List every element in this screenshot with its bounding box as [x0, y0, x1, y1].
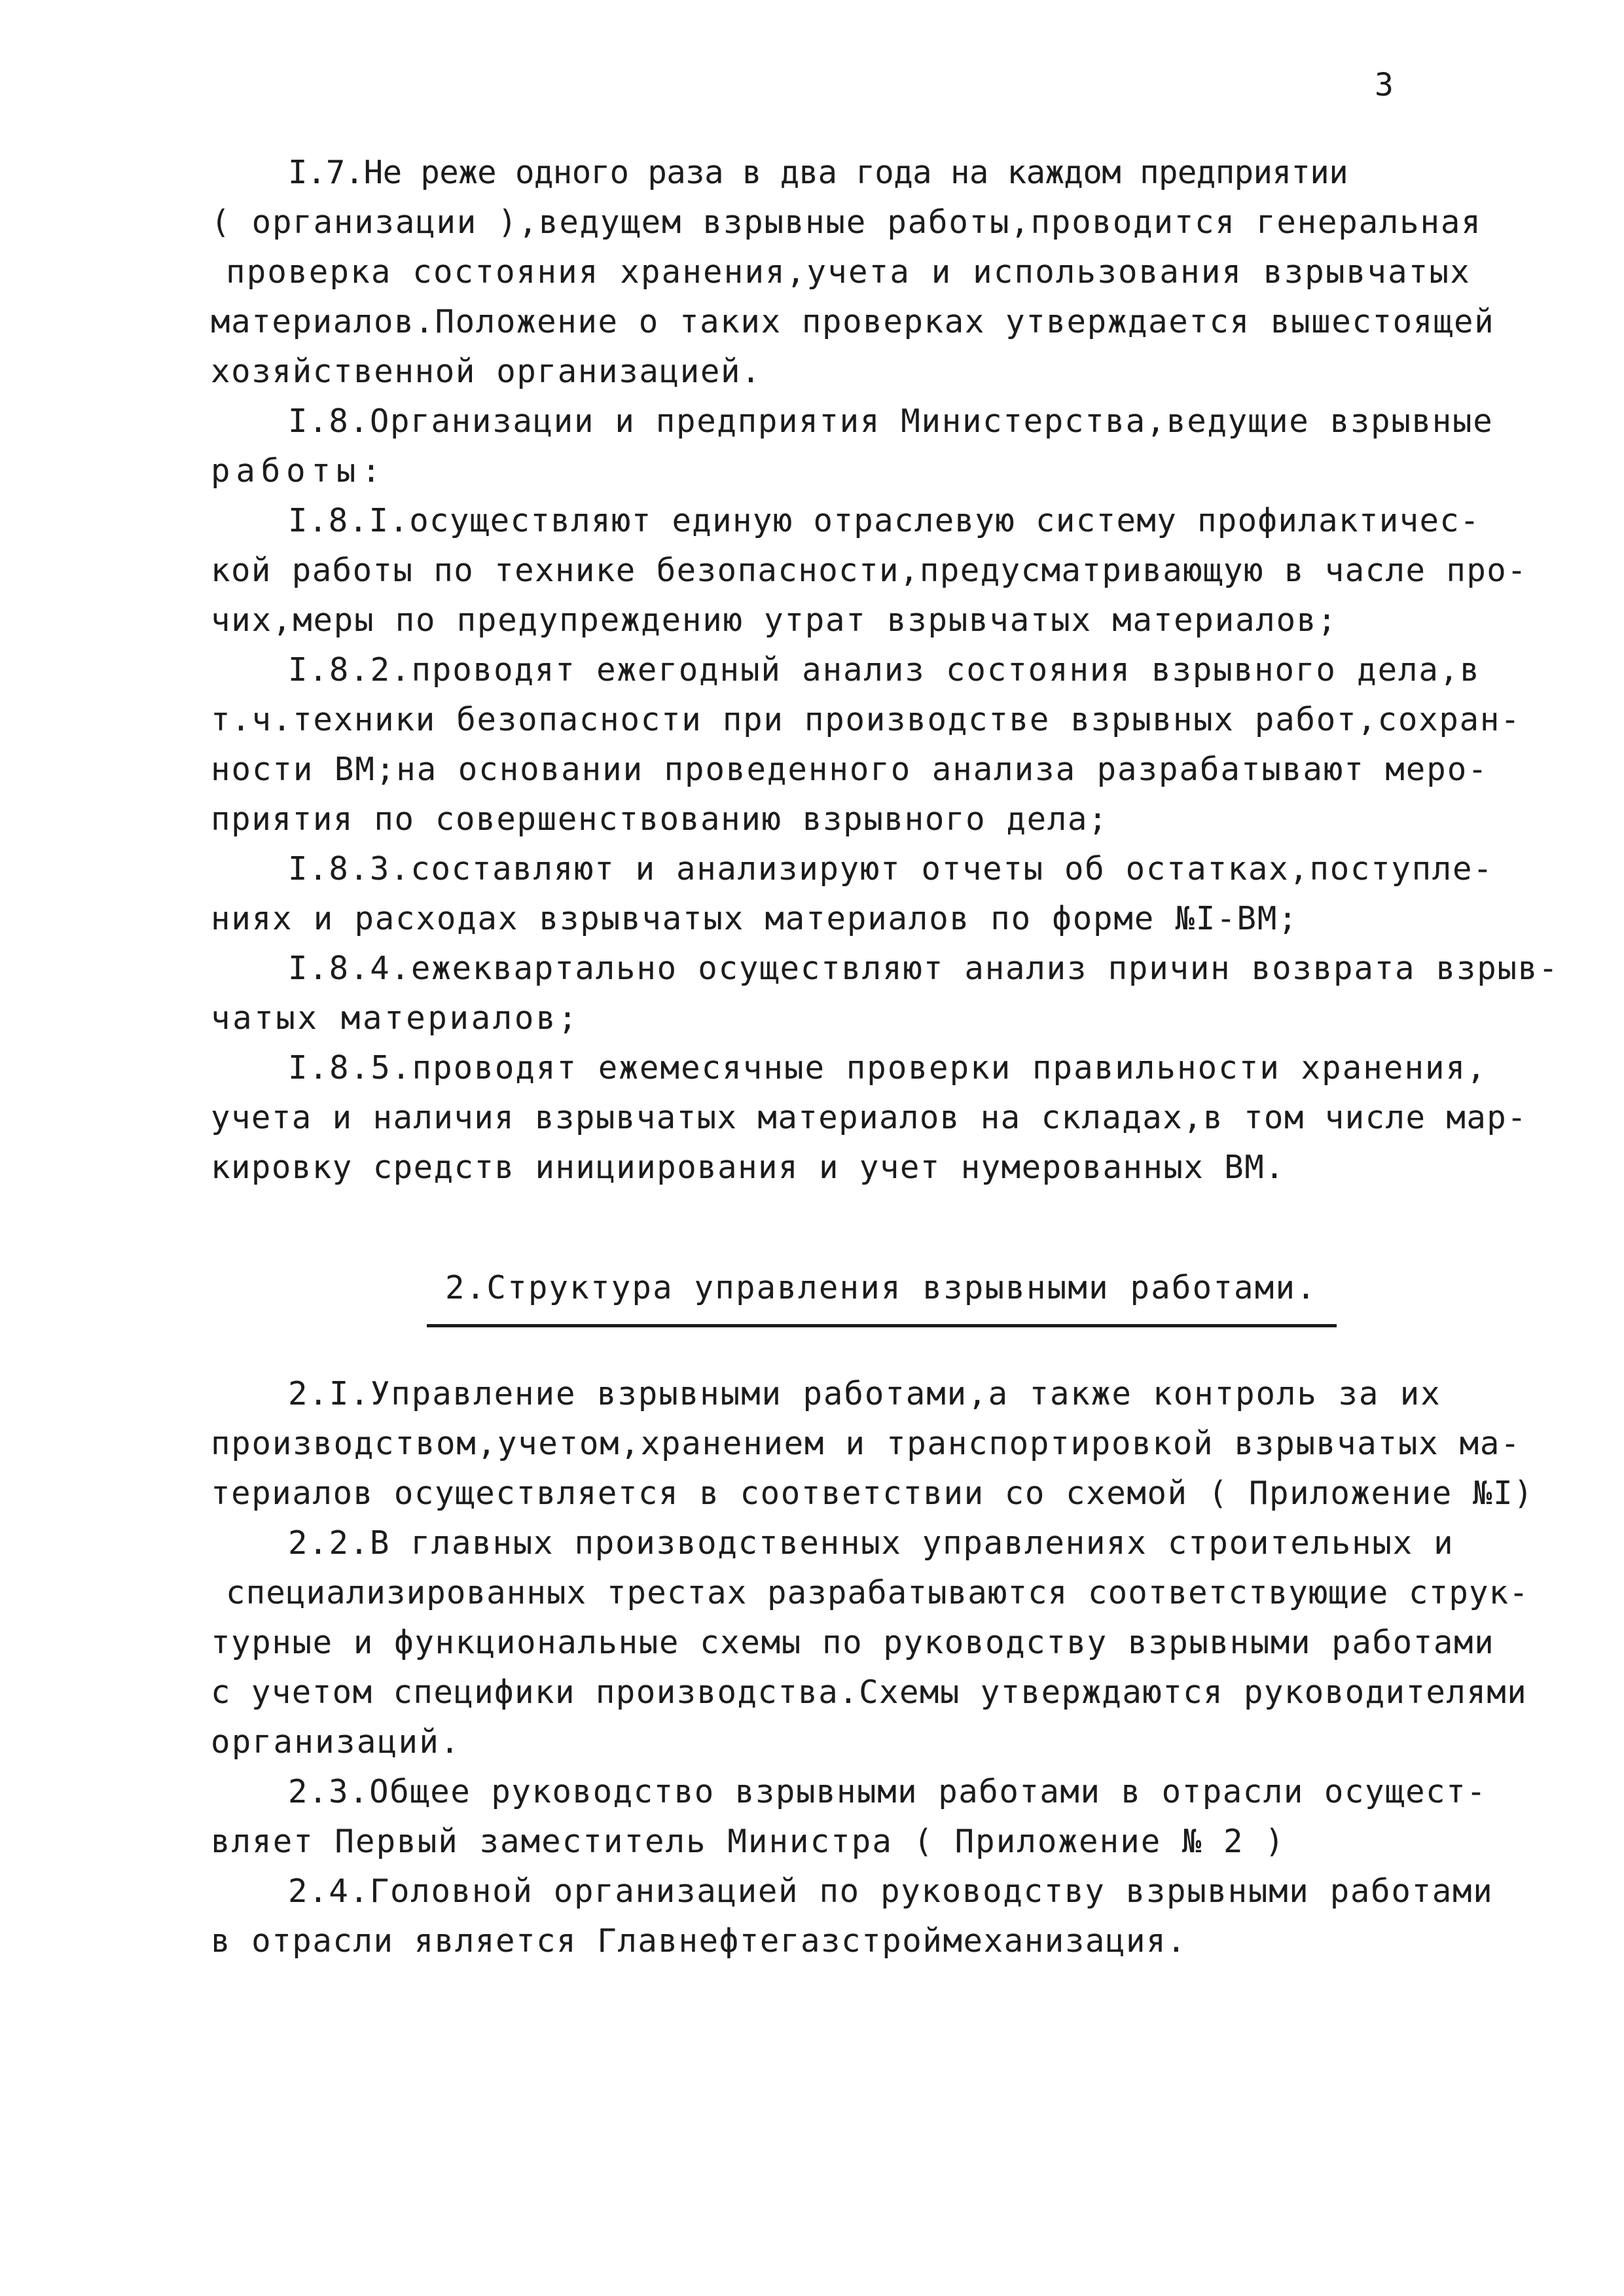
text-line: ( организации ),ведущем взрывные работы,проводится генеральная — [211, 204, 1482, 241]
text-line: чатых материалов; — [211, 999, 580, 1037]
text-line: териалов осуществляется в соответствии со схемой ( Приложение №I) — [211, 1475, 1534, 1512]
text-line: производством,учетом,хранением и транспортировкой взрывчатых ма- — [211, 1425, 1521, 1462]
text-line: вляет Первый заместитель Министра ( Приложение № 2 ) — [211, 1823, 1286, 1860]
text-line: работы: — [211, 452, 387, 490]
text-line: I.8.Организации и предприятия Министерства,ведущие взрывные — [288, 403, 1494, 440]
section-heading: 2.Структура управления взрывными работами. — [445, 1269, 1317, 1306]
page-number: 3 — [1375, 67, 1394, 103]
text-line: т.ч.техники безопасности при производстве взрывных работ,сохран- — [211, 701, 1521, 738]
text-line: I.8.2.проводят ежегодный анализ состояния взрывного дела,в — [288, 651, 1481, 689]
text-line: 2.4.Головной организацией по руководству взрывными работами — [288, 1873, 1494, 1910]
text-line: 2.3.Общее руководство взрывными работами в отрасли осущест- — [288, 1773, 1487, 1810]
text-line: приятия по совершенствованию взрывного дела; — [211, 800, 1109, 838]
text-line: 2.I.Управление взрывными работами,а также контроль за их — [288, 1375, 1441, 1412]
text-line: хозяйственной организацией. — [211, 353, 762, 390]
text-line: ниях и расходах взрывчатых материалов по форме №I-ВМ; — [211, 900, 1299, 937]
text-line: материалов.Положение о таких проверках утверждается вышестоящей — [211, 303, 1495, 340]
text-line: специализированных трестах разрабатываются соответствующие струк- — [226, 1574, 1529, 1611]
text-line: I.8.3.составляют и анализируют отчеты об остатках,поступле- — [288, 850, 1494, 888]
text-line: турные и функциональные схемы по руководству взрывными работами — [211, 1624, 1495, 1661]
text-line: с учетом специфики производства.Схемы утверждаются руководителями — [211, 1674, 1528, 1711]
text-line: 2.2.В главных производственных управлениях строительных и — [288, 1524, 1454, 1562]
text-line: ности ВМ;на основании проведенного анализа разрабатывают меро- — [211, 751, 1489, 788]
text-line: чих,меры по предупреждению утрат взрывчатых материалов; — [211, 601, 1338, 639]
text-line: I.8.4.ежеквартально осуществляют анализ причин возврата взрыв- — [288, 950, 1559, 987]
text-line: проверка состояния хранения,учета и использования взрывчатых — [226, 253, 1471, 291]
text-line: организаций. — [211, 1723, 461, 1761]
text-line: в отрасли является Главнефтегазстроймеханизация. — [211, 1922, 1187, 1960]
text-line: I.8.5.проводят ежемесячные проверки правильности хранения, — [288, 1049, 1487, 1086]
text-line: кой работы по технике безопасности,предусматривающую в часле про- — [211, 552, 1528, 589]
text-line: I.8.I.осуществляют единую отраслевую систему профилактичес- — [288, 502, 1481, 539]
text-line: учета и наличия взрывчатых материалов на складах,в том числе мар- — [211, 1099, 1528, 1136]
heading-underline — [427, 1324, 1337, 1327]
text-line: кировку средств инициирования и учет нумерованных ВМ. — [211, 1149, 1286, 1186]
text-line: I.7.Не реже одного раза в два года на каждом предприятии — [288, 154, 1348, 191]
